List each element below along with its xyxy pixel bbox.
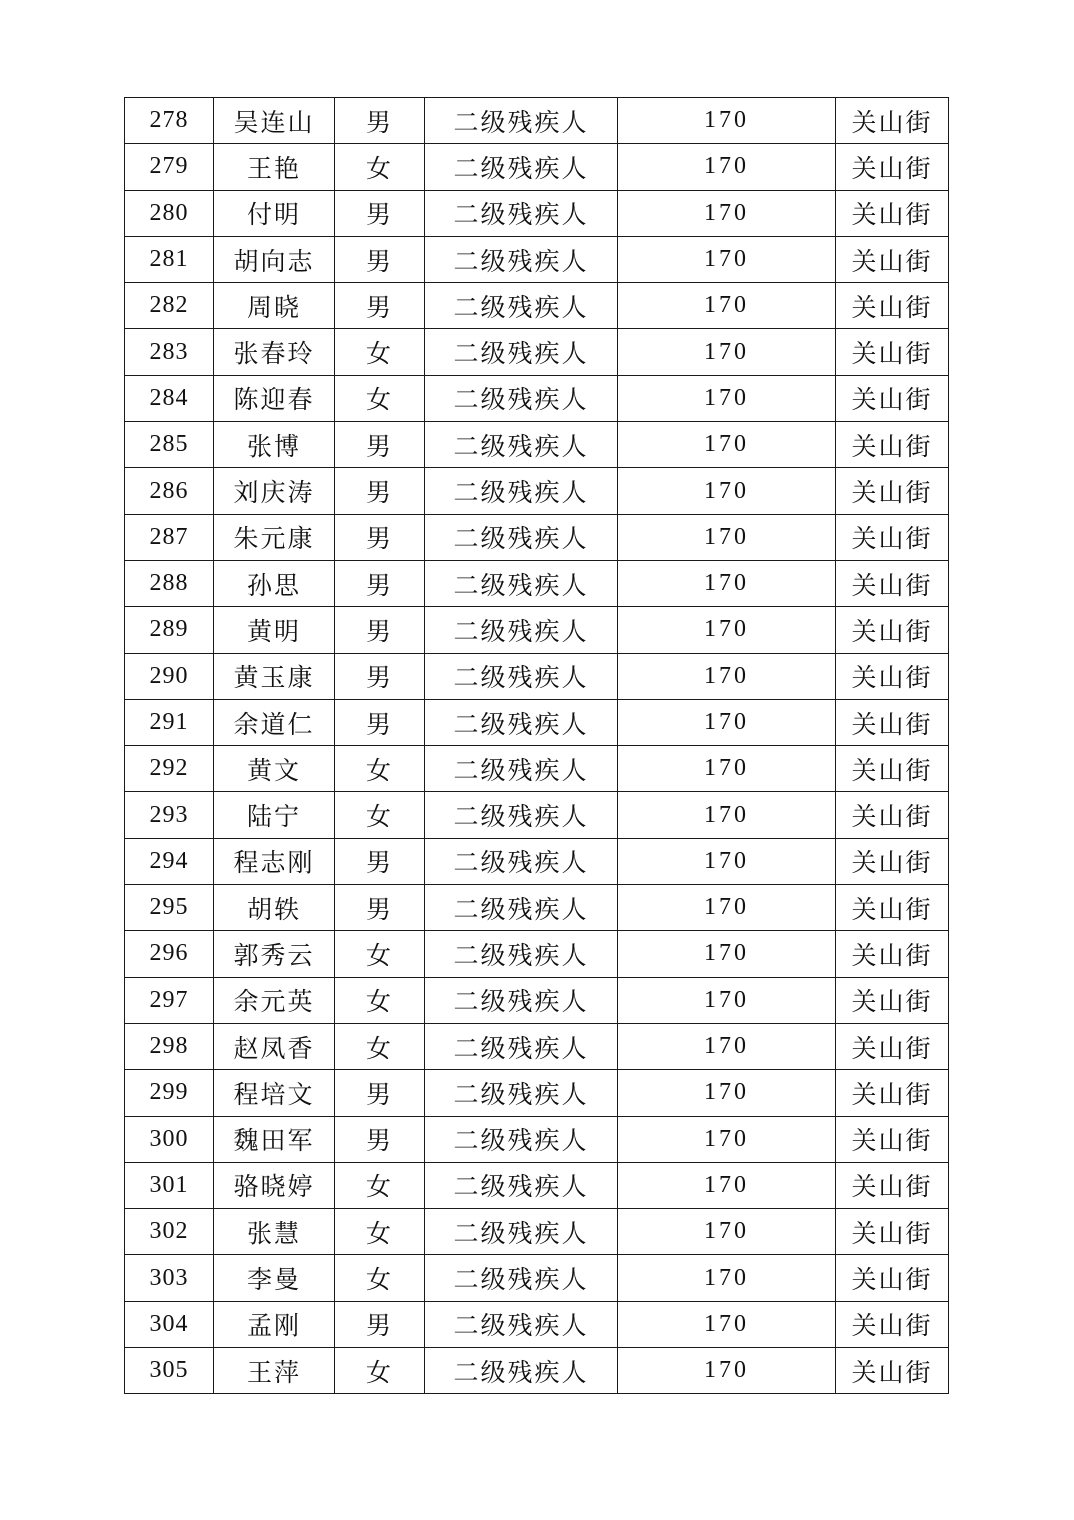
area-cell: 关山街 [836, 607, 949, 653]
area-cell: 关山街 [836, 1116, 949, 1162]
name-cell: 余道仁 [214, 699, 335, 745]
disability-level-cell: 二级残疾人 [425, 236, 618, 282]
row-number-cell: 294 [125, 838, 214, 884]
gender-cell: 女 [335, 1209, 425, 1255]
row-number-cell: 298 [125, 1023, 214, 1069]
disability-level-cell: 二级残疾人 [425, 792, 618, 838]
amount-cell: 170 [618, 283, 836, 329]
table-row [125, 1209, 949, 1255]
amount-cell: 170 [618, 468, 836, 514]
gender-cell: 男 [335, 885, 425, 931]
gender-cell: 男 [335, 1301, 425, 1347]
name-cell: 胡轶 [214, 885, 335, 931]
disability-level-cell: 二级残疾人 [425, 931, 618, 977]
row-number-cell: 278 [125, 98, 214, 144]
gender-cell: 男 [335, 699, 425, 745]
area-cell: 关山街 [836, 98, 949, 144]
amount-cell: 170 [618, 375, 836, 421]
area-cell: 关山街 [836, 885, 949, 931]
name-cell: 王萍 [214, 1348, 335, 1394]
table-row [125, 1116, 949, 1162]
disability-level-cell: 二级残疾人 [425, 190, 618, 236]
area-cell: 关山街 [836, 560, 949, 606]
row-number-cell: 297 [125, 977, 214, 1023]
area-cell: 关山街 [836, 236, 949, 282]
table-row [125, 329, 949, 375]
table-row [125, 98, 949, 144]
amount-cell: 170 [618, 144, 836, 190]
row-number-cell: 292 [125, 746, 214, 792]
table-row [125, 1348, 949, 1394]
name-cell: 吴连山 [214, 98, 335, 144]
name-cell: 孟刚 [214, 1301, 335, 1347]
area-cell: 关山街 [836, 375, 949, 421]
disability-level-cell: 二级残疾人 [425, 468, 618, 514]
table-row [125, 977, 949, 1023]
area-cell: 关山街 [836, 1255, 949, 1301]
row-number-cell: 305 [125, 1348, 214, 1394]
table-body [125, 98, 949, 1394]
table-row [125, 885, 949, 931]
amount-cell: 170 [618, 931, 836, 977]
amount-cell: 170 [618, 1023, 836, 1069]
row-number-cell: 288 [125, 560, 214, 606]
disability-level-cell: 二级残疾人 [425, 1070, 618, 1116]
area-cell: 关山街 [836, 468, 949, 514]
name-cell: 魏田军 [214, 1116, 335, 1162]
name-cell: 张春玲 [214, 329, 335, 375]
area-cell: 关山街 [836, 329, 949, 375]
gender-cell: 男 [335, 838, 425, 884]
row-number-cell: 299 [125, 1070, 214, 1116]
amount-cell: 170 [618, 236, 836, 282]
name-cell: 赵凤香 [214, 1023, 335, 1069]
area-cell: 关山街 [836, 283, 949, 329]
amount-cell: 170 [618, 560, 836, 606]
gender-cell: 男 [335, 422, 425, 468]
name-cell: 程志刚 [214, 838, 335, 884]
amount-cell: 170 [618, 1070, 836, 1116]
gender-cell: 男 [335, 607, 425, 653]
row-number-cell: 284 [125, 375, 214, 421]
disability-level-cell: 二级残疾人 [425, 283, 618, 329]
area-cell: 关山街 [836, 699, 949, 745]
name-cell: 李曼 [214, 1255, 335, 1301]
amount-cell: 170 [618, 1116, 836, 1162]
disability-level-cell: 二级残疾人 [425, 699, 618, 745]
table-row [125, 1301, 949, 1347]
area-cell: 关山街 [836, 190, 949, 236]
amount-cell: 170 [618, 1209, 836, 1255]
name-cell: 黄玉康 [214, 653, 335, 699]
gender-cell: 男 [335, 653, 425, 699]
gender-cell: 女 [335, 1348, 425, 1394]
name-cell: 陈迎春 [214, 375, 335, 421]
name-cell: 刘庆涛 [214, 468, 335, 514]
disability-level-cell: 二级残疾人 [425, 98, 618, 144]
disability-level-cell: 二级残疾人 [425, 514, 618, 560]
row-number-cell: 281 [125, 236, 214, 282]
gender-cell: 女 [335, 746, 425, 792]
area-cell: 关山街 [836, 792, 949, 838]
area-cell: 关山街 [836, 746, 949, 792]
roster-table [124, 97, 949, 1394]
table-row [125, 560, 949, 606]
row-number-cell: 280 [125, 190, 214, 236]
area-cell: 关山街 [836, 1301, 949, 1347]
name-cell: 黄文 [214, 746, 335, 792]
table-row [125, 699, 949, 745]
amount-cell: 170 [618, 653, 836, 699]
table-row [125, 514, 949, 560]
gender-cell: 男 [335, 468, 425, 514]
amount-cell: 170 [618, 1162, 836, 1208]
amount-cell: 170 [618, 792, 836, 838]
area-cell: 关山街 [836, 1070, 949, 1116]
row-number-cell: 301 [125, 1162, 214, 1208]
name-cell: 余元英 [214, 977, 335, 1023]
table-row [125, 375, 949, 421]
amount-cell: 170 [618, 699, 836, 745]
disability-level-cell: 二级残疾人 [425, 838, 618, 884]
gender-cell: 女 [335, 329, 425, 375]
disability-level-cell: 二级残疾人 [425, 422, 618, 468]
area-cell: 关山街 [836, 514, 949, 560]
area-cell: 关山街 [836, 838, 949, 884]
area-cell: 关山街 [836, 977, 949, 1023]
area-cell: 关山街 [836, 1348, 949, 1394]
row-number-cell: 296 [125, 931, 214, 977]
disability-level-cell: 二级残疾人 [425, 653, 618, 699]
disability-level-cell: 二级残疾人 [425, 329, 618, 375]
table-row [125, 931, 949, 977]
name-cell: 付明 [214, 190, 335, 236]
disability-level-cell: 二级残疾人 [425, 607, 618, 653]
disability-level-cell: 二级残疾人 [425, 1116, 618, 1162]
row-number-cell: 303 [125, 1255, 214, 1301]
disability-level-cell: 二级残疾人 [425, 977, 618, 1023]
amount-cell: 170 [618, 838, 836, 884]
table-row [125, 1255, 949, 1301]
table-row [125, 422, 949, 468]
row-number-cell: 286 [125, 468, 214, 514]
disability-level-cell: 二级残疾人 [425, 144, 618, 190]
gender-cell: 女 [335, 144, 425, 190]
disability-level-cell: 二级残疾人 [425, 885, 618, 931]
area-cell: 关山街 [836, 1162, 949, 1208]
table-row [125, 838, 949, 884]
table-row [125, 1162, 949, 1208]
gender-cell: 女 [335, 977, 425, 1023]
amount-cell: 170 [618, 746, 836, 792]
table-row [125, 190, 949, 236]
area-cell: 关山街 [836, 1209, 949, 1255]
name-cell: 黄明 [214, 607, 335, 653]
row-number-cell: 291 [125, 699, 214, 745]
area-cell: 关山街 [836, 653, 949, 699]
name-cell: 骆晓婷 [214, 1162, 335, 1208]
row-number-cell: 290 [125, 653, 214, 699]
amount-cell: 170 [618, 1255, 836, 1301]
gender-cell: 女 [335, 1162, 425, 1208]
table-row [125, 607, 949, 653]
disability-level-cell: 二级残疾人 [425, 1023, 618, 1069]
row-number-cell: 295 [125, 885, 214, 931]
disability-level-cell: 二级残疾人 [425, 1255, 618, 1301]
disability-level-cell: 二级残疾人 [425, 1348, 618, 1394]
row-number-cell: 285 [125, 422, 214, 468]
gender-cell: 男 [335, 236, 425, 282]
disability-level-cell: 二级残疾人 [425, 375, 618, 421]
amount-cell: 170 [618, 422, 836, 468]
table-row [125, 468, 949, 514]
table-row [125, 283, 949, 329]
table-row [125, 746, 949, 792]
gender-cell: 男 [335, 1116, 425, 1162]
table-row [125, 144, 949, 190]
disability-level-cell: 二级残疾人 [425, 1162, 618, 1208]
row-number-cell: 279 [125, 144, 214, 190]
gender-cell: 女 [335, 931, 425, 977]
gender-cell: 男 [335, 514, 425, 560]
name-cell: 周晓 [214, 283, 335, 329]
disability-level-cell: 二级残疾人 [425, 1301, 618, 1347]
gender-cell: 男 [335, 560, 425, 606]
name-cell: 程培文 [214, 1070, 335, 1116]
gender-cell: 男 [335, 190, 425, 236]
gender-cell: 女 [335, 792, 425, 838]
row-number-cell: 300 [125, 1116, 214, 1162]
name-cell: 张慧 [214, 1209, 335, 1255]
amount-cell: 170 [618, 190, 836, 236]
name-cell: 胡向志 [214, 236, 335, 282]
amount-cell: 170 [618, 98, 836, 144]
name-cell: 张博 [214, 422, 335, 468]
disability-level-cell: 二级残疾人 [425, 746, 618, 792]
table-row [125, 1023, 949, 1069]
gender-cell: 男 [335, 98, 425, 144]
name-cell: 孙思 [214, 560, 335, 606]
row-number-cell: 287 [125, 514, 214, 560]
area-cell: 关山街 [836, 422, 949, 468]
table-row [125, 653, 949, 699]
row-number-cell: 302 [125, 1209, 214, 1255]
disability-level-cell: 二级残疾人 [425, 1209, 618, 1255]
row-number-cell: 283 [125, 329, 214, 375]
amount-cell: 170 [618, 514, 836, 560]
name-cell: 郭秀云 [214, 931, 335, 977]
gender-cell: 女 [335, 1023, 425, 1069]
gender-cell: 男 [335, 1070, 425, 1116]
amount-cell: 170 [618, 977, 836, 1023]
amount-cell: 170 [618, 885, 836, 931]
row-number-cell: 304 [125, 1301, 214, 1347]
table-row [125, 236, 949, 282]
amount-cell: 170 [618, 607, 836, 653]
gender-cell: 女 [335, 375, 425, 421]
row-number-cell: 282 [125, 283, 214, 329]
area-cell: 关山街 [836, 144, 949, 190]
amount-cell: 170 [618, 1348, 836, 1394]
area-cell: 关山街 [836, 1023, 949, 1069]
disability-level-cell: 二级残疾人 [425, 560, 618, 606]
amount-cell: 170 [618, 1301, 836, 1347]
amount-cell: 170 [618, 329, 836, 375]
table-row [125, 1070, 949, 1116]
name-cell: 王艳 [214, 144, 335, 190]
name-cell: 朱元康 [214, 514, 335, 560]
name-cell: 陆宁 [214, 792, 335, 838]
gender-cell: 女 [335, 1255, 425, 1301]
row-number-cell: 293 [125, 792, 214, 838]
gender-cell: 男 [335, 283, 425, 329]
table-row [125, 792, 949, 838]
row-number-cell: 289 [125, 607, 214, 653]
area-cell: 关山街 [836, 931, 949, 977]
